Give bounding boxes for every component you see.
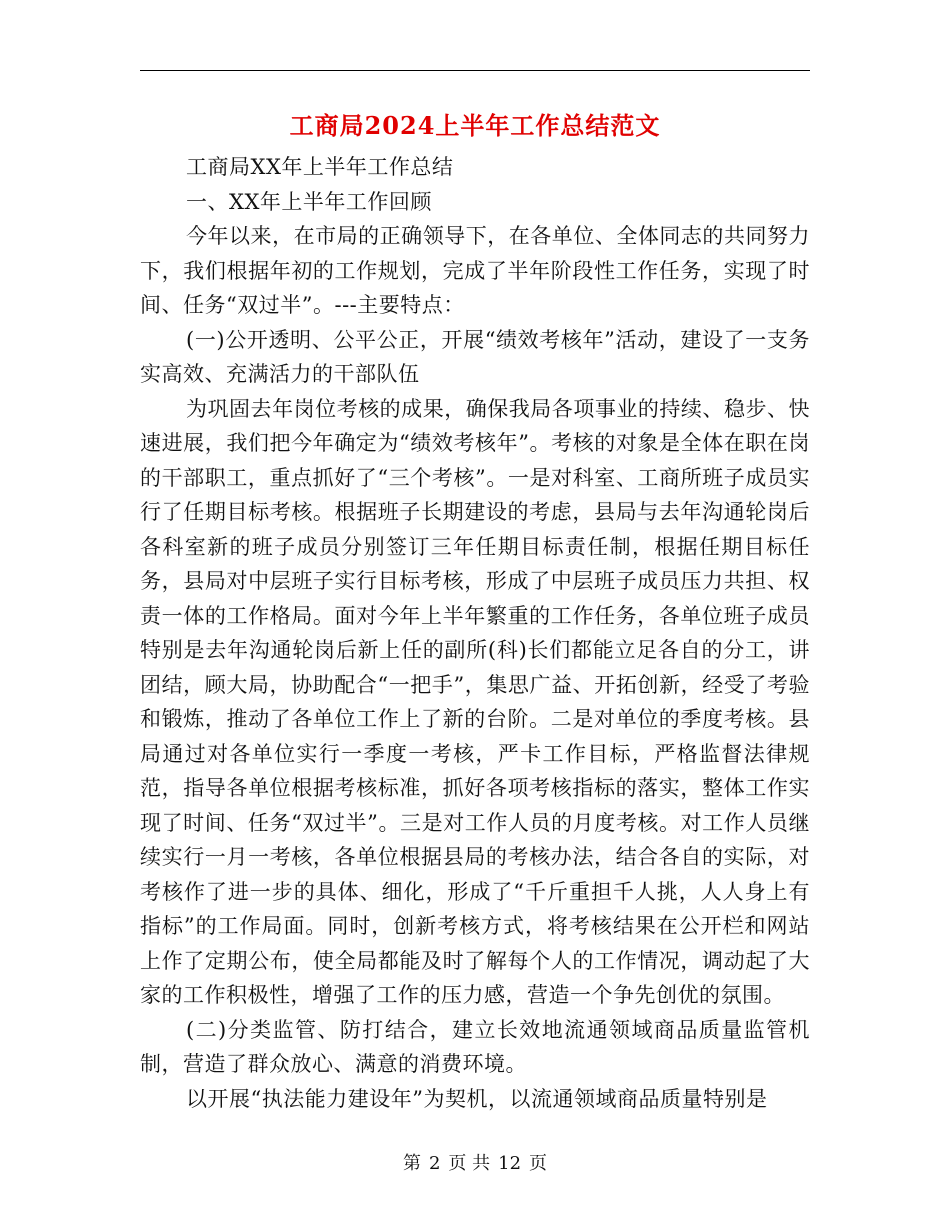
footer-suffix: 页: [529, 1153, 548, 1174]
document-body: [140, 150, 810, 1116]
footer-middle: 页 共: [448, 1153, 491, 1174]
header-rule: [140, 70, 810, 71]
document-title: 工商局2024上半年工作总结范文: [289, 111, 661, 140]
heading-summary: 工商局XX年上半年工作总结: [186, 155, 454, 179]
paragraph-assessment: 为巩固去年岗位考核的成果，确保我局各项事业的持续、稳步、快速进展，我们把今年确定为“绩效考核年”。考核的对象是全体在职在岗的干部职工，重点抓好了“三个考核”。一是对科室、工商所班子成员实行了任期目标考核。根据班子长期建设的考虑，县局与去年沟通轮岗后各科室新的班子成员分别签订三年任期目标责任制，根据任期目标任务，县局对中层班子实行目标考核，形成了中层班子成员压力共担、权责一体的工作格局。面对今年上半年繁重的工作任务，各单位班子成员特别是去年沟通轮岗后新上任的副所(科)长们都能立足各自的分工，讲团结，顾大局，协助配合“一把手”，集思广益、开拓创新，经受了考验和锻炼，推动了各单位工作上了新的台阶。二是对单位的季度考核。县局通过对各单位实行一季度一考核，严卡工作目标，严格监督法律规范，指导各单位根据考核标准，抓好各项考核指标的落实，整体工作实现了时间、任务“双过半”。三是对工作人员的月度考核。对工作人员继续实行一月一考核，各单位根据县局的考核办法，结合各自的实际，对考核作了进一步的具体、细化，形成了“千斤重担千人挑，人人身上有指标”的工作局面。同时，创新考核方式，将考核结果在公开栏和网站上作了定期公布，使全局都能及时了解每个人的工作情况，调动起了大家的工作积极性，增强了工作的压力感，营造一个争先创优的氛围。: [140, 396, 810, 1007]
section-heading-review: 一、XX年上半年工作回顾: [186, 189, 432, 214]
paragraph-intro: 今年以来，在市局的正确领导下，在各单位、全体同志的共同努力下，我们根据年初的工作规划，完成了半年阶段性工作任务，实现了时间、任务“双过半”。---主要特点：: [140, 224, 810, 317]
footer-current-page: 2: [428, 1153, 441, 1174]
subheading-1: (一)公开透明、公平公正，开展“绩效考核年”活动，建设了一支务实高效、充满活力的干部队伍: [140, 327, 810, 386]
subheading-2: (二)分类监管、防打结合，建立长效地流通领域商品质量监管机制，营造了群众放心、满意的消费环境。: [140, 1017, 810, 1076]
footer-total-pages: 12: [498, 1153, 522, 1174]
page-footer: [140, 1152, 810, 1176]
footer-prefix: 第: [402, 1153, 421, 1174]
paragraph-enforcement: 以开展“执法能力建设年”为契机，以流通领域商品质量特别是: [186, 1086, 768, 1111]
